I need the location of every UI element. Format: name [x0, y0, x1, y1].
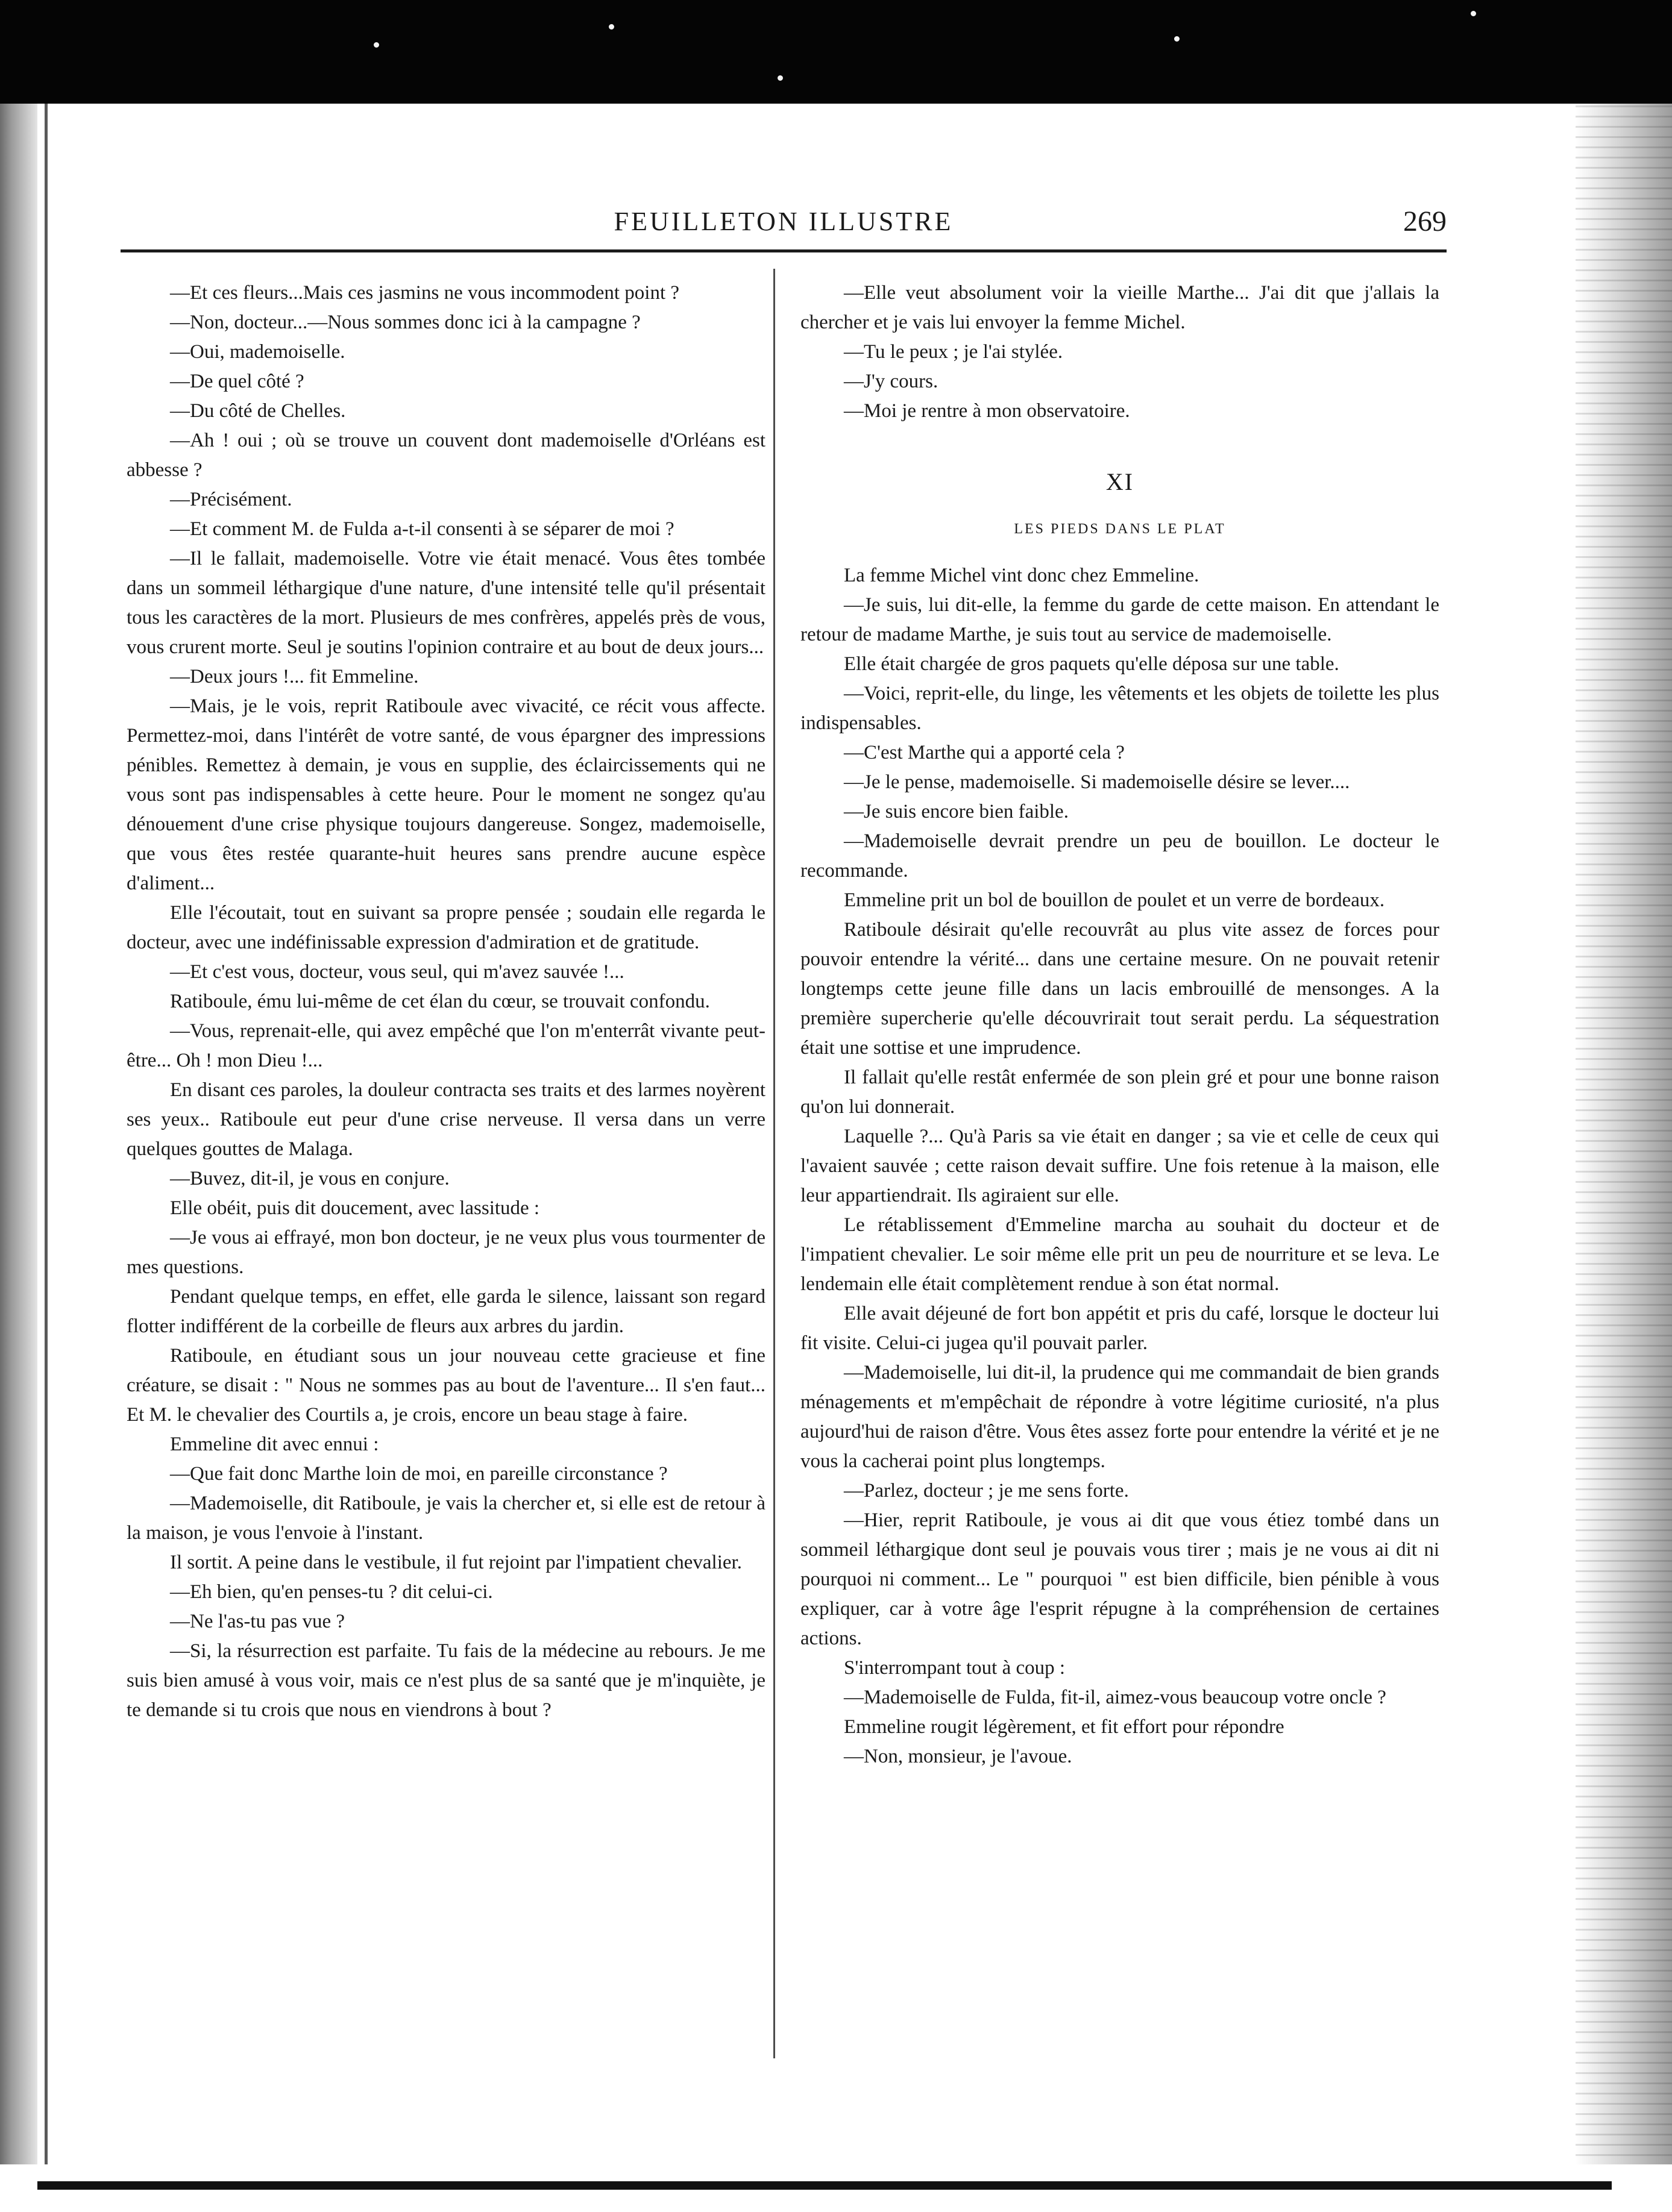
paragraph: Elle obéit, puis dit doucement, avec lassitude : [170, 1197, 540, 1219]
paragraph: En disant ces paroles, la douleur contracta ses traits et des larmes noyèrent ses yeux.. Ratiboule eut peur d'une crise nerveuse. Il versa dans un verre quelques gouttes de Malaga. [127, 1079, 765, 1160]
paragraph: Emmeline prit un bol de bouillon de poulet et un verre de bordeaux. [844, 889, 1385, 911]
page-header [121, 204, 1447, 246]
paragraph: —Deux jours !... fit Emmeline. [170, 666, 419, 688]
paragraph: Le rétablissement d'Emmeline marcha au souhait du docteur et de l'impatient chevalier. Le soir même elle prit un peu de nourriture et se leva. Le lendemain elle était complètement rendue à son état normal. [800, 1214, 1439, 1295]
paragraph: —Précisément. [170, 489, 292, 510]
paragraph: —Moi je rentre à mon observatoire. [844, 400, 1130, 422]
paragraph: —Buvez, dit-il, je vous en conjure. [170, 1168, 450, 1189]
paragraph: Elle l'écoutait, tout en suivant sa propre pensée ; soudain elle regarda le docteur, avec une indéfinissable expression d'admiration et de gratitude. [127, 902, 765, 953]
page-number: 269 [1403, 205, 1447, 237]
paragraph: Elle était chargée de gros paquets qu'elle déposa sur une table. [844, 653, 1339, 675]
paragraph: —Et c'est vous, docteur, vous seul, qui m'avez sauvée !... [170, 961, 624, 983]
dust-speck [778, 75, 783, 81]
scan-left-edge [0, 104, 37, 2164]
paragraph: S'interrompant tout à coup : [844, 1657, 1066, 1679]
paragraph: Il fallait qu'elle restât enfermée de son plein gré et pour une bonne raison qu'on lui donnerait. [800, 1067, 1439, 1118]
paragraph: Ratiboule désirait qu'elle recouvrât au plus vite assez de forces pour pouvoir entendre la vérité... dans une certaine mesure. On ne pouvait retenir longtemps cette jeune fille dans un lacis embrouillé de mensonges. A la première supercherie qu'elle découvrirait tout serait perdu. La séquestration était une sottise et une imprudence. [800, 919, 1439, 1059]
paragraph: Il sortit. A peine dans le vestibule, il fut rejoint par l'impatient chevalier. [170, 1552, 742, 1573]
paragraph: —Je suis encore bien faible. [844, 801, 1069, 822]
paragraph: —Mademoiselle, lui dit-il, la prudence qui me commandait de bien grands ménagements et m'empêchait de répondre à votre légitime curiosité, n'a plus aujourd'hui de raison d'être. Vous êtes assez forte pour entendre la vérité et je ne vous la cacherai point plus longtemps. [800, 1362, 1439, 1472]
paragraph: —Mademoiselle de Fulda, fit-il, aimez-vous beaucoup votre oncle ? [844, 1687, 1386, 1708]
paragraph: —Vous, reprenait-elle, qui avez empêché que l'on m'enterrât vivante peut-être... Oh ! mon Dieu !... [127, 1020, 765, 1071]
dust-speck [1471, 11, 1476, 16]
scan-right-edge [1576, 104, 1672, 2164]
paragraph: —Oui, mademoiselle. [170, 341, 345, 363]
paragraph: —C'est Marthe qui a apporté cela ? [844, 742, 1125, 763]
dust-speck [374, 42, 379, 48]
paragraph: Pendant quelque temps, en effet, elle garda le silence, laissant son regard flotter indifférent de la corbeille de fleurs aux arbres du jardin. [127, 1286, 765, 1337]
paragraph: —Tu le peux ; je l'ai stylée. [844, 341, 1063, 363]
column-divider [773, 269, 775, 2058]
dust-speck [1174, 36, 1180, 42]
right-column [800, 278, 1439, 1772]
paragraph: —Et comment M. de Fulda a-t-il consenti à se séparer de moi ? [170, 518, 674, 540]
paragraph: —Hier, reprit Ratiboule, je vous ai dit que vous étiez tombé dans un sommeil léthargique dont seul je pouvais vous tirer ; mais je ne vous ai dit ni pourquoi ni comment... Le " pourquoi " est bien difficile, bien pénible à vous expliquer, car à votre âge l'esprit répugne à la compréhension de certaines actions. [800, 1509, 1439, 1649]
paragraph: Ratiboule, en étudiant sous un jour nouveau cette gracieuse et fine créature, se disait : " Nous ne sommes pas au bout de l'aventure... Il s'en faut... Et M. le chevalier des Courtils a, je crois, encore un beau stage à faire. [127, 1345, 765, 1426]
scan-left-rule [45, 104, 48, 2164]
scan-bottom-border [37, 2181, 1612, 2190]
paragraph: —Non, docteur...—Nous sommes donc ici à la campagne ? [170, 312, 641, 333]
paragraph: —Si, la résurrection est parfaite. Tu fais de la médecine au rebours. Je me suis bien amusé à vous voir, mais ce n'est plus de sa santé que je m'inquiète, je te demande si tu crois que nous en viendrons à bout ? [127, 1640, 765, 1721]
paragraph: —Je vous ai effrayé, mon bon docteur, je ne veux plus vous tourmenter de mes questions. [127, 1227, 765, 1278]
left-column [127, 278, 765, 1725]
chapter-title: LES PIEDS DANS LE PLAT [1014, 521, 1226, 537]
paragraph: —Eh bien, qu'en penses-tu ? dit celui-ci. [170, 1581, 493, 1603]
paragraph: —Mademoiselle, dit Ratiboule, je vais la chercher et, si elle est de retour à la maison, je vous l'envoie à l'instant. [127, 1493, 765, 1544]
dust-speck [609, 24, 614, 30]
paragraph: —De quel côté ? [170, 371, 304, 392]
paragraph: —Que fait donc Marthe loin de moi, en pareille circonstance ? [170, 1463, 668, 1485]
paragraph: —Et ces fleurs...Mais ces jasmins ne vous incommodent point ? [170, 282, 680, 304]
paragraph: —Du côté de Chelles. [170, 400, 346, 422]
paragraph: —J'y cours. [844, 371, 938, 392]
chapter-number: XI [1105, 468, 1134, 495]
paragraph: —Mademoiselle devrait prendre un peu de bouillon. Le docteur le recommande. [800, 830, 1439, 882]
header-rule [121, 249, 1447, 252]
paragraph: Laquelle ?... Qu'à Paris sa vie était en danger ; sa vie et celle de ceux qui l'avaient sauvée ; cette raison devait suffire. Une fois retenue à la maison, elle leur appartiendrait. Ils agiraient sur elle. [800, 1126, 1439, 1206]
paragraph: —Je suis, lui dit-elle, la femme du garde de cette maison. En attendant le retour de madame Marthe, je suis tout au service de mademoiselle. [800, 594, 1439, 645]
paragraph: —Je le pense, mademoiselle. Si mademoiselle désire se lever.... [844, 771, 1350, 793]
paragraph: —Parlez, docteur ; je me sens forte. [844, 1480, 1129, 1502]
paragraph: Ratiboule, ému lui-même de cet élan du cœur, se trouvait confondu. [170, 991, 710, 1012]
paragraph: —Elle veut absolument voir la vieille Marthe... J'ai dit que j'allais la chercher et je vais lui envoyer la femme Michel. [800, 282, 1439, 333]
paragraph: —Non, monsieur, je l'avoue. [844, 1746, 1072, 1767]
paragraph: Emmeline dit avec ennui : [170, 1433, 379, 1455]
scan-top-border [0, 0, 1672, 104]
paragraph: —Mais, je le vois, reprit Ratiboule avec vivacité, ce récit vous affecte. Permettez-moi, dans l'intérêt de votre santé, de vous épargner des impressions pénibles. Remettez à demain, je vous en supplie, des éclaircissements qui ne vous sont pas indispensables à cette heure. Pour le moment ne songez qu'au dénouement d'une crise physique toujours dangereuse. Songez, mademoiselle, que vous êtes restée quarante-huit heures sans prendre aucune espèce d'aliment... [127, 695, 765, 894]
paragraph: —Ne l'as-tu pas vue ? [170, 1611, 345, 1632]
paragraph: —Voici, reprit-elle, du linge, les vêtements et les objets de toilette les plus indispensables. [800, 683, 1439, 734]
paragraph: —Il le fallait, mademoiselle. Votre vie était menacé. Vous êtes tombée dans un sommeil léthargique d'une nature, d'une intensité telle qu'il présentait tous les caractères de la mort. Plusieurs de mes confrères, appelés près de vous, vous crurent morte. Seul je soutins l'opinion contraire et au bout de deux jours... [127, 548, 765, 658]
running-head: FEUILLETON ILLUSTRE [614, 207, 954, 236]
paragraph: La femme Michel vint donc chez Emmeline. [844, 565, 1199, 586]
paragraph: —Ah ! oui ; où se trouve un couvent dont mademoiselle d'Orléans est abbesse ? [127, 430, 765, 481]
paragraph: Emmeline rougit légèrement, et fit effort pour répondre [844, 1716, 1284, 1738]
paragraph: Elle avait déjeuné de fort bon appétit et pris du café, lorsque le docteur lui fit visite. Celui-ci jugea qu'il pouvait parler. [800, 1303, 1439, 1354]
